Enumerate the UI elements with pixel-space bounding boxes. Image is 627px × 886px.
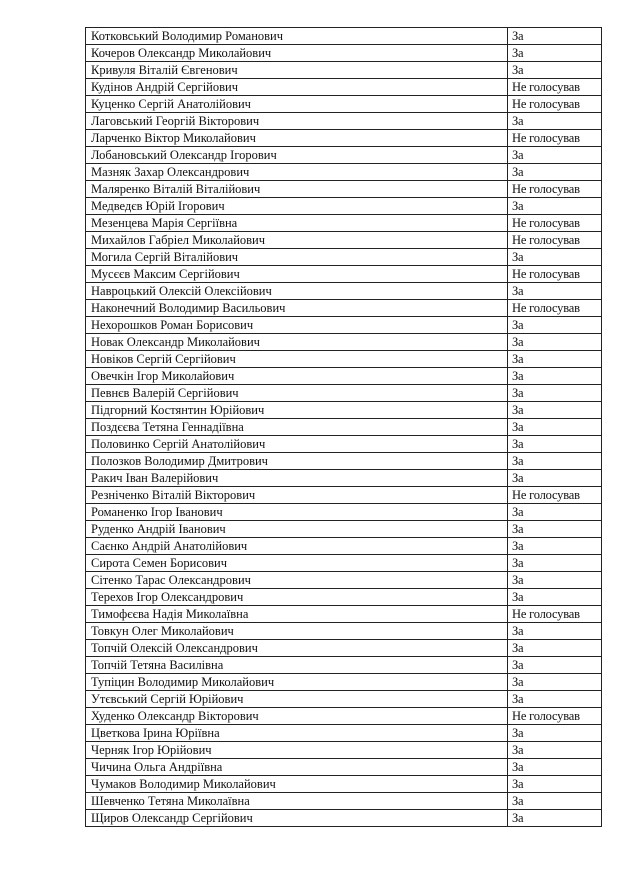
- vote-result-cell: За: [508, 368, 602, 385]
- vote-result-cell: За: [508, 725, 602, 742]
- vote-result-cell: За: [508, 538, 602, 555]
- table-row: [86, 351, 602, 368]
- table-row: [86, 300, 602, 317]
- vote-result-cell: Не голосував: [508, 606, 602, 623]
- table-row: [86, 725, 602, 742]
- deputy-name-cell: Шевченко Тетяна Миколаївна: [86, 793, 508, 810]
- deputy-name-cell: Новіков Сергій Сергійович: [86, 351, 508, 368]
- deputy-name-cell: Лобановський Олександр Ігорович: [86, 147, 508, 164]
- deputy-name-cell: Мусєєв Максим Сергійович: [86, 266, 508, 283]
- vote-results-table: [85, 27, 602, 827]
- vote-result-cell: За: [508, 249, 602, 266]
- deputy-name-cell: Товкун Олег Миколайович: [86, 623, 508, 640]
- vote-result-cell: За: [508, 419, 602, 436]
- deputy-name-cell: Маляренко Віталій Віталійович: [86, 181, 508, 198]
- vote-result-cell: За: [508, 657, 602, 674]
- vote-result-cell: За: [508, 793, 602, 810]
- vote-result-cell: За: [508, 62, 602, 79]
- table-row: [86, 436, 602, 453]
- vote-result-cell: За: [508, 572, 602, 589]
- table-row: [86, 657, 602, 674]
- vote-result-cell: Не голосував: [508, 266, 602, 283]
- table-row: [86, 130, 602, 147]
- table-row: [86, 198, 602, 215]
- table-row: [86, 793, 602, 810]
- deputy-name-cell: Кочеров Олександр Миколайович: [86, 45, 508, 62]
- deputy-name-cell: Щиров Олександр Сергійович: [86, 810, 508, 827]
- deputy-name-cell: Половинко Сергій Анатолійович: [86, 436, 508, 453]
- deputy-name-cell: Сітенко Тарас Олександрович: [86, 572, 508, 589]
- vote-result-cell: За: [508, 283, 602, 300]
- deputy-name-cell: Тупіцин Володимир Миколайович: [86, 674, 508, 691]
- deputy-name-cell: Наконечний Володимир Васильович: [86, 300, 508, 317]
- table-row: [86, 368, 602, 385]
- vote-result-cell: За: [508, 470, 602, 487]
- vote-result-cell: За: [508, 589, 602, 606]
- deputy-name-cell: Топчій Тетяна Василівна: [86, 657, 508, 674]
- vote-result-cell: За: [508, 45, 602, 62]
- deputy-name-cell: Кудінов Андрій Сергійович: [86, 79, 508, 96]
- deputy-name-cell: Поздєєва Тетяна Геннадіївна: [86, 419, 508, 436]
- vote-result-cell: За: [508, 351, 602, 368]
- vote-result-cell: Не голосував: [508, 79, 602, 96]
- table-row: [86, 708, 602, 725]
- deputy-name-cell: Худенко Олександр Вікторович: [86, 708, 508, 725]
- vote-result-cell: За: [508, 623, 602, 640]
- table-row: [86, 164, 602, 181]
- table-row: [86, 810, 602, 827]
- deputy-name-cell: Підгорний Костянтин Юрійович: [86, 402, 508, 419]
- table-row: [86, 691, 602, 708]
- deputy-name-cell: Саєнко Андрій Анатолійович: [86, 538, 508, 555]
- table-row: [86, 215, 602, 232]
- deputy-name-cell: Утєвський Сергій Юрійович: [86, 691, 508, 708]
- table-row: [86, 249, 602, 266]
- vote-results-body: [86, 28, 602, 827]
- table-row: [86, 181, 602, 198]
- table-row: [86, 453, 602, 470]
- table-row: [86, 96, 602, 113]
- vote-result-cell: Не голосував: [508, 96, 602, 113]
- deputy-name-cell: Ракич Іван Валерійович: [86, 470, 508, 487]
- vote-result-cell: За: [508, 198, 602, 215]
- deputy-name-cell: Мазняк Захар Олександрович: [86, 164, 508, 181]
- table-row: [86, 504, 602, 521]
- table-row: [86, 487, 602, 504]
- vote-result-cell: Не голосував: [508, 487, 602, 504]
- vote-result-cell: За: [508, 742, 602, 759]
- table-row: [86, 589, 602, 606]
- vote-result-cell: За: [508, 28, 602, 45]
- vote-result-cell: За: [508, 810, 602, 827]
- deputy-name-cell: Полозков Володимир Дмитрович: [86, 453, 508, 470]
- vote-result-cell: За: [508, 640, 602, 657]
- vote-result-cell: За: [508, 453, 602, 470]
- vote-result-cell: За: [508, 555, 602, 572]
- table-row: [86, 266, 602, 283]
- table-row: [86, 742, 602, 759]
- table-row: [86, 623, 602, 640]
- deputy-name-cell: Нехорошков Роман Борисович: [86, 317, 508, 334]
- deputy-name-cell: Певнєв Валерій Сергійович: [86, 385, 508, 402]
- table-row: [86, 640, 602, 657]
- vote-result-cell: За: [508, 776, 602, 793]
- vote-result-cell: Не голосував: [508, 300, 602, 317]
- table-row: [86, 572, 602, 589]
- table-row: [86, 419, 602, 436]
- table-row: [86, 232, 602, 249]
- table-row: [86, 555, 602, 572]
- deputy-name-cell: Чичина Ольга Андріївна: [86, 759, 508, 776]
- vote-result-cell: За: [508, 334, 602, 351]
- table-row: [86, 606, 602, 623]
- vote-result-cell: Не голосував: [508, 130, 602, 147]
- table-row: [86, 538, 602, 555]
- vote-result-cell: За: [508, 113, 602, 130]
- table-row: [86, 470, 602, 487]
- deputy-name-cell: Лаговський Георгій Вікторович: [86, 113, 508, 130]
- deputy-name-cell: Черняк Ігор Юрійович: [86, 742, 508, 759]
- table-row: [86, 79, 602, 96]
- vote-result-cell: За: [508, 436, 602, 453]
- deputy-name-cell: Кривуля Віталій Євгенович: [86, 62, 508, 79]
- vote-result-cell: За: [508, 521, 602, 538]
- table-row: [86, 317, 602, 334]
- deputy-name-cell: Мезенцева Марія Сергіївна: [86, 215, 508, 232]
- deputy-name-cell: Новак Олександр Миколайович: [86, 334, 508, 351]
- table-row: [86, 776, 602, 793]
- table-row: [86, 147, 602, 164]
- deputy-name-cell: Романенко Ігор Іванович: [86, 504, 508, 521]
- vote-result-cell: За: [508, 385, 602, 402]
- deputy-name-cell: Могила Сергій Віталійович: [86, 249, 508, 266]
- vote-result-cell: За: [508, 759, 602, 776]
- vote-result-cell: За: [508, 147, 602, 164]
- vote-result-cell: Не голосував: [508, 215, 602, 232]
- vote-result-cell: За: [508, 164, 602, 181]
- table-row: [86, 521, 602, 538]
- table-row: [86, 759, 602, 776]
- table-row: [86, 62, 602, 79]
- deputy-name-cell: Руденко Андрій Іванович: [86, 521, 508, 538]
- table-row: [86, 113, 602, 130]
- table-row: [86, 45, 602, 62]
- deputy-name-cell: Чумаков Володимир Миколайович: [86, 776, 508, 793]
- table-row: [86, 674, 602, 691]
- vote-result-cell: За: [508, 674, 602, 691]
- vote-result-cell: Не голосував: [508, 232, 602, 249]
- vote-result-cell: За: [508, 402, 602, 419]
- deputy-name-cell: Сирота Семен Борисович: [86, 555, 508, 572]
- deputy-name-cell: Овечкін Ігор Миколайович: [86, 368, 508, 385]
- deputy-name-cell: Михайлов Габріел Миколайович: [86, 232, 508, 249]
- vote-result-cell: За: [508, 504, 602, 521]
- deputy-name-cell: Тимофєєва Надія Миколаївна: [86, 606, 508, 623]
- deputy-name-cell: Цветкова Ірина Юріївна: [86, 725, 508, 742]
- deputy-name-cell: Ларченко Віктор Миколайович: [86, 130, 508, 147]
- deputy-name-cell: Котковський Володимир Романович: [86, 28, 508, 45]
- deputy-name-cell: Топчій Олексій Олександрович: [86, 640, 508, 657]
- table-row: [86, 334, 602, 351]
- table-row: [86, 402, 602, 419]
- deputy-name-cell: Навроцький Олексій Олексійович: [86, 283, 508, 300]
- vote-result-cell: Не голосував: [508, 708, 602, 725]
- table-row: [86, 385, 602, 402]
- vote-result-cell: Не голосував: [508, 181, 602, 198]
- deputy-name-cell: Терехов Ігор Олександрович: [86, 589, 508, 606]
- deputy-name-cell: Резніченко Віталій Вікторович: [86, 487, 508, 504]
- vote-result-cell: За: [508, 691, 602, 708]
- table-row: [86, 283, 602, 300]
- table-row: [86, 28, 602, 45]
- deputy-name-cell: Медведєв Юрій Ігорович: [86, 198, 508, 215]
- deputy-name-cell: Куценко Сергій Анатолійович: [86, 96, 508, 113]
- vote-result-cell: За: [508, 317, 602, 334]
